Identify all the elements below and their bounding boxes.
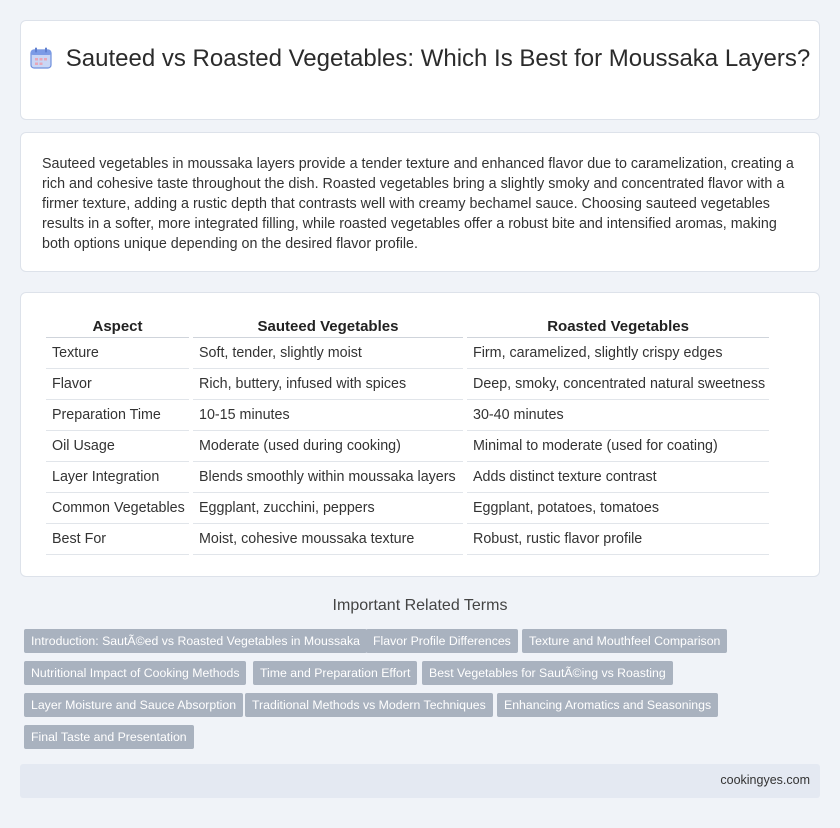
sauteed-cell: 10-15 minutes	[193, 400, 463, 431]
comparison-table	[42, 315, 773, 555]
aspect-cell: Preparation Time	[46, 400, 189, 431]
calendar-icon	[30, 47, 52, 69]
roasted-cell: Firm, caramelized, slightly crispy edges	[467, 338, 769, 369]
roasted-cell: Adds distinct texture contrast	[467, 462, 769, 493]
related-term-tag[interactable]: Best Vegetables for SautÃ©ing vs Roasting	[422, 661, 673, 685]
intro-card	[20, 132, 820, 272]
related-term-tag[interactable]: Introduction: SautÃ©ed vs Roasted Vegetables in Moussaka	[24, 629, 367, 653]
page-title	[21, 44, 819, 73]
title-card	[20, 20, 820, 120]
header-aspect: Aspect	[46, 315, 189, 338]
footer-site-link[interactable]: cookingyes.com	[720, 773, 810, 787]
related-term-tag[interactable]: Flavor Profile Differences	[366, 629, 518, 653]
aspect-cell: Common Vegetables	[46, 493, 189, 524]
roasted-cell: Eggplant, potatoes, tomatoes	[467, 493, 769, 524]
related-term-tag[interactable]: Final Taste and Presentation	[24, 725, 194, 749]
sauteed-cell: Rich, buttery, infused with spices	[193, 369, 463, 400]
table-row	[46, 524, 769, 555]
aspect-cell: Oil Usage	[46, 431, 189, 462]
comparison-table-card	[20, 292, 820, 577]
aspect-cell: Flavor	[46, 369, 189, 400]
sauteed-cell: Moderate (used during cooking)	[193, 431, 463, 462]
related-term-tag[interactable]: Traditional Methods vs Modern Techniques	[245, 693, 493, 717]
related-term-tag[interactable]: Nutritional Impact of Cooking Methods	[24, 661, 246, 685]
footer	[20, 764, 820, 798]
sauteed-cell: Eggplant, zucchini, peppers	[193, 493, 463, 524]
roasted-cell: 30-40 minutes	[467, 400, 769, 431]
sauteed-cell: Soft, tender, slightly moist	[193, 338, 463, 369]
aspect-cell: Best For	[46, 524, 189, 555]
roasted-cell: Minimal to moderate (used for coating)	[467, 431, 769, 462]
header-roasted: Roasted Vegetables	[467, 315, 769, 338]
intro-paragraph: Sauteed vegetables in moussaka layers provide a tender texture and enhanced flavor due to caramelization, creating a rich and cohesive taste throughout the dish. Roasted vegetables bring a slightly smoky and concentrated flavor with a firmer texture, adding a rustic depth that contrasts well with creamy bechamel sauce. Choosing sauteed vegetables results in a softer, more integrated filling, while roasted vegetables offer a robust bite and intensified aromas, making both options unique depending on the desired flavor profile.	[42, 156, 794, 252]
page-title-text: Sauteed vs Roasted Vegetables: Which Is Best for Moussaka Layers?	[65, 45, 811, 72]
sauteed-cell: Moist, cohesive moussaka texture	[193, 524, 463, 555]
table-row	[46, 493, 769, 524]
related-terms-title: Important Related Terms	[332, 597, 508, 614]
aspect-cell: Layer Integration	[46, 462, 189, 493]
table-header-row	[46, 315, 769, 338]
table-row	[46, 338, 769, 369]
related-term-tag[interactable]: Time and Preparation Effort	[253, 661, 417, 685]
roasted-cell: Deep, smoky, concentrated natural sweetness	[467, 369, 769, 400]
related-term-tag[interactable]: Layer Moisture and Sauce Absorption	[24, 693, 243, 717]
roasted-cell: Robust, rustic flavor profile	[467, 524, 769, 555]
aspect-cell: Texture	[46, 338, 189, 369]
related-term-tag[interactable]: Texture and Mouthfeel Comparison	[522, 629, 727, 653]
header-sauteed: Sauteed Vegetables	[193, 315, 463, 338]
table-row	[46, 431, 769, 462]
sauteed-cell: Blends smoothly within moussaka layers	[193, 462, 463, 493]
table-row	[46, 369, 769, 400]
table-row	[46, 400, 769, 431]
related-term-tag[interactable]: Enhancing Aromatics and Seasonings	[497, 693, 718, 717]
table-row	[46, 462, 769, 493]
